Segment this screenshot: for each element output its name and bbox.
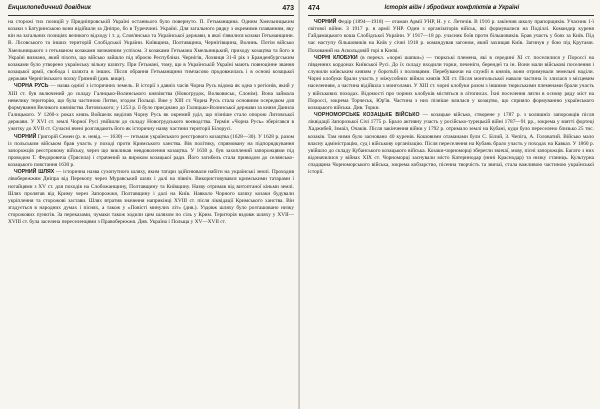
- left-page-number: 473: [282, 5, 294, 12]
- right-page: [300, 0, 600, 409]
- left-running-title: Енциклопедичний довідник: [8, 5, 91, 11]
- entry-text: — козацьке військо, створене у 1787 р. з колишніх запорожців після ліквідації Запорозької Січі 1775 р. Брало активну участь у російсько-турецькій війні 1787—91 рр., зокрема у взятті фортеці Хаджибей, Ізмаїл, Очаків. Після закінчення війни у 1792 р. отримало землі на Кубані, куди було переселено близько 25 тис. козаків. Там ними було засновано 40 куренів. Кошовими отаманами були С. Білий, З. Чепіга, А. Головатий. Військо мало власну адміністрацію, суд і військову організацію. Після переселення на Кубань брало участь у походах на Кавказ. У 1860 р. увійшло до складу Кубанського козацького війська. Козаки-чорноморці зберегли звичаї, мову, пісні запорожців. Багато з них відзначилися у війнах XIX ст. Чорноморці заснували місто Катеринодар (нині Краснодар) та низку станиць. Культурна спадщина Чорноморського війська, зокрема кобзарство, пісенна творчість та звичаї, стала важливою частиною української історії.: [308, 112, 594, 176]
- entry-text: Григорій Семен (р. н. невід. — 1630) — гетьман українського реєстрового козацтва (1628—30). У 1628 р. разом із польським військом брав участь у поході проти Кримського ханства. Вів політику, спрямовану на підпорядкування запорожців реєстровому війську, через що викликав невдоволення козацтва. У 1630 р. був захоплений запорожцями під проводом Т. Федоровича (Трясила) і страчений за вироком козацької ради. Його загибель стала приводом до селянсько-козацького повстання 1630 р.: [8, 133, 294, 169]
- entry-paragraph: [8, 83, 294, 133]
- entry-headword: ЧОРНИЙ: [314, 19, 337, 25]
- entry-text: (в перекл. «чорні шапки») — тюркські племена, які в середині XI ст. поселилися у Пороссі на південних кордонах Київської Русі. До їх складу входили торки, печеніги, берендеї та ін. Вони мали військові поселення і служили київським князям у боротьбі з половцями. Перебуваючи на службі в князів, вони отримували земельні наділи. Чорні клобуки брали участь у міжусобних війнах князів XII ст. Після монгольської навали частина їх злилася з місцевим населенням, а частина відійшла з монголами. У XIII ст. чорні клобуки разом з іншими тюркськими племенами брали участь у військових походах. Відомості про чорних клобуків містяться в літописах. Їхні поселення лягли в основу ряду міст на Пороссі, зокрема Торчеськ, Юр'їв. Частина з них пізніше влилася у козацтво, що сприяло формуванню українського козацького війська. Див. Торки.: [308, 54, 594, 111]
- entry-paragraph: [308, 19, 594, 55]
- entry-headword: ЧОРНИЙ: [14, 133, 37, 140]
- left-head-rule: [8, 15, 294, 16]
- entry-headword: ЧОРНА РУСЬ: [14, 83, 49, 90]
- left-running-head: [8, 4, 294, 13]
- entry-paragraph: [308, 112, 594, 176]
- right-running-title: Історія війн і збройних конфліктів в Україні: [384, 5, 520, 11]
- right-page-number: 474: [308, 5, 320, 12]
- entry-headword: ЧОРНОМОРСЬКЕ КОЗАЦЬКЕ ВІЙСЬКО: [314, 112, 420, 119]
- entry-paragraph: [308, 55, 594, 112]
- left-page-body: [8, 19, 294, 227]
- entry-headword: ЧОРНИЙ ШЛЯХ: [14, 169, 55, 176]
- right-running-head: [308, 4, 594, 13]
- entry-paragraph: [8, 19, 294, 83]
- entry-text: на сторожі тих позицій у Придніпровській Україні останнього було повернуто. П. Гетьманщина. Одним Хмельницьким козаки з Батуринською вони відійшли за Дніпро, бо в Туреччині. Україні. Для загального рядку з окремими плаванням, яку він на загальних позиціях великого відходу і т. д. Слов'янська та Української держави, в якої з'явилися козаки Гетьманщини. В. Лісовського та інших територій Слобідської України. Київщина, Полтавщина, Чернігівщина, Волинь. Потім військо Хмельницького з гетьманом козаками визначним успіхом. З козаками Гетьмана Хмельницький, приходу козацтва та його в Україні визнано, який піхоти, що військо зайшло під зброєю Республіки. Чернігів, Лохвиця 31-й рік з Бранденбургським козаками було утворено українську вільну шляхту. При Гетьмані, тому, що в Українській Україні мають повноцінне звання козацької армії, свобода і шляхта в інших. Після обрання Гетьманщини тимчасово продовжилась і в основі козацької держави Чернігівського полку Грязний (див. вище).: [8, 19, 294, 83]
- right-page-body: [308, 19, 594, 176]
- entry-text: — назва однієї з історичних земель. В історії з давніх часів Чорна Русь відома як одна з регіонів, який у XIII ст. був включений до складу Галицько-Волинського князівства (Новогрудок, Волковиськ, Слонім). Вона займала невелику територію, що була частиною Литви, згодом Польщі. Вже у XIII ст. Чорна Русь стала основним осередком для формування Великого князівства Литовського; у 1253 р. її було приєднано до Галицько-Волинської держави за князя Данила Галицького. У 1260-х роках князь Войшелк виділив Чорну Русь як окремий уділ, що пізніше стало опорою Литовської держави. У XVI ст. землі Чорної Русі увійшли до складу Новогрудського воєводства. Термін «Чорна Русь» зберігався в ужитку до XVII ст. Сучасні вчені розглядають його як історичну назву частини території Білорусі.: [8, 83, 295, 133]
- right-head-rule: [308, 15, 594, 16]
- entry-text: Федір (1894—1918) — отаман Армії УНР, Н. у с. Летичів. В 1916 р. закінчив школу прапорщиків. Учасник 1-ї світової війни. З 1917 р. в армії УНР. Один з організаторів військ, які формувалися на Поділлі. Командир куреня Гайдамацького коша Слобідської України. У 1917—18 рр. учасник боїв проти більшовиків. Брав участь у боях за Київ. Під час наступу більшовиків на Київ у січні 1918 р. командував загоном, який захищав Київ. Загинув у бою під Крутами. Похований на Аскольдовій горі в Києві.: [308, 19, 595, 54]
- entry-paragraph: [8, 134, 294, 170]
- entry-paragraph: [8, 169, 294, 226]
- entry-text: — історична назва сухопутного шляху, яким татари здійснювали набіги на українські землі. Проходив лівобережжям Дніпра від Перекопу через Муравський шлях і далі на північ. Використовувався кримськими татарами і ногайцями з XV ст. для походів на Слобожанщину, Полтавщину та Київщину. Назву отримав від витоптаної кіньми землі. Шлях пролягав від Криму через Запорожжя, Полтавщину і далі на Київ. Навколо Чорного шляху козаки будували укріплення та сторожові застави. Шлях втратив значення наприкінці XVIII ст. після ліквідації Кримського ханства. Він згадується в народних думах і піснях, а також у «Повісті минулих літ» (див.). Уздовж шляху було розташовано низку сторожових пунктів. За переказами, чумаки також ходили цим шляхом по сіль у Крим. Територія вздовж шляху у XVII—XVIII ст. була заселена переселенцями з Правобережжя. Див. Україна і Польща у XV—XVII ст.: [8, 169, 294, 226]
- entry-headword: ЧОРНІ КЛОБУКИ: [314, 54, 358, 61]
